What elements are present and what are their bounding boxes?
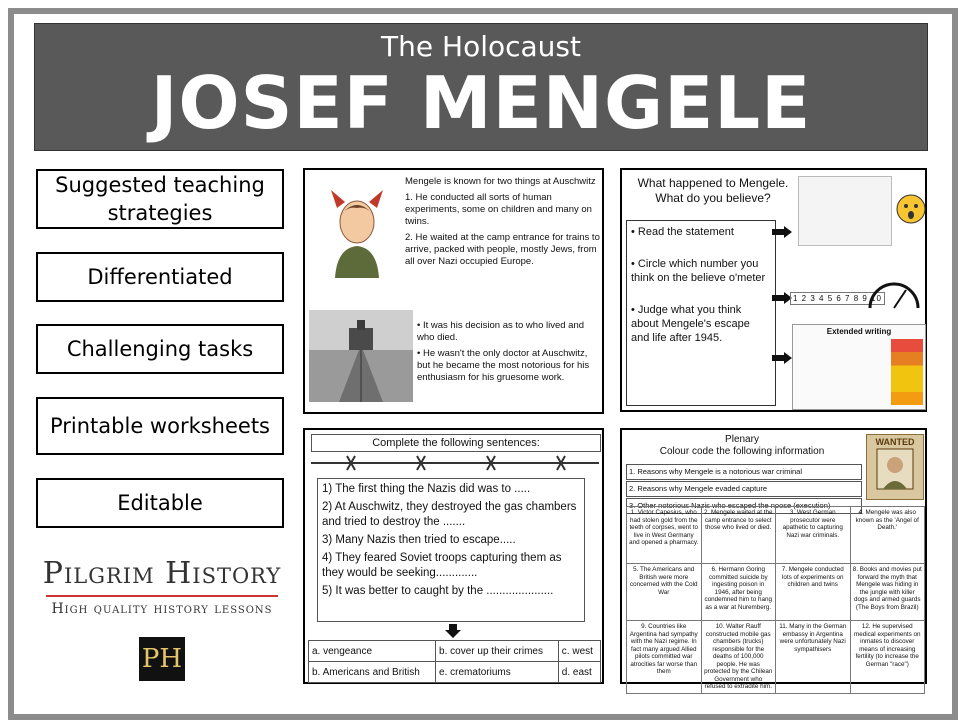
sentence-5: 5) It was better to caught by the .....................	[322, 585, 554, 597]
step-3-text: Judge what you think about Mengele's escape and life after 1945.	[631, 304, 750, 344]
statement-sheet-thumbnail	[798, 176, 892, 246]
sentence-2: 2) At Auschwitz, they destroyed the gas chambers and tried to destroy the .......	[322, 501, 577, 528]
step-2-text: Circle which number you think on the believe o'meter	[631, 258, 766, 284]
brand-rule	[46, 595, 278, 597]
believe-o-meter-icon	[866, 276, 922, 310]
believe-steps	[626, 220, 776, 406]
intro-text: Mengele is known for two things at Auschwitz	[405, 176, 596, 187]
believe-scale: 1 2 3 4 5 6 7 8 9 10	[790, 292, 885, 305]
feature-teaching-strategies: Suggested teaching strategies	[36, 169, 284, 229]
plenary-cell: 9. Countries like Argentina had sympathy with the Nazi regime. In fact many argued Allied pilots committed war atrocities far worse than them	[627, 621, 702, 694]
feature-differentiated: Differentiated	[36, 252, 284, 302]
portrait-icon	[875, 447, 915, 491]
plenary-cell: 5. The Americans and British were more concerned with the Cold War	[627, 564, 702, 621]
wanted-label: WANTED	[875, 437, 915, 447]
sentences-heading: Complete the following sentences:	[311, 434, 601, 452]
plenary-cell: 4. Mengele was also known as the 'Angel of Death.'	[850, 507, 925, 564]
preview-panel-plenary	[620, 428, 927, 690]
extended-writing-thumbnail	[792, 324, 926, 410]
reason-key-3: 3. Other notorious Nazis who escaped the noose (execution)	[626, 498, 862, 514]
option-cell: a. vengeance	[309, 641, 436, 662]
reason-key-2: 2. Reasons why Mengele evaded capture	[626, 481, 862, 497]
plenary-heading	[622, 434, 862, 458]
plenary-grid	[626, 506, 925, 694]
step-3: • Judge what you think about Mengele's escape and life after 1945.	[631, 304, 750, 344]
arrow-right-icon	[772, 292, 792, 304]
title-banner	[34, 23, 928, 151]
plenary-subtitle: Colour code the following information	[659, 446, 825, 457]
step-2: • Circle which number you think on the believe o'meter	[631, 258, 766, 284]
plenary-cell: 10. Walter Rauff constructed mobile gas chambers (trucks) responsible for the deaths of 100,000 people. He was protected by the Chilean Government who refused to extradite him.	[701, 621, 776, 694]
plenary-cell: 7. Mengele conducted lots of experiments on children and twins	[776, 564, 851, 621]
preview-panel-sentences	[303, 428, 604, 684]
brand-logo	[40, 556, 284, 617]
sentence-list	[317, 478, 585, 622]
mengele-cartoon-icon	[327, 188, 387, 278]
feature-challenging-tasks: Challenging tasks	[36, 324, 284, 374]
reason-key-1: 1. Reasons why Mengele is a notorious war criminal	[626, 464, 862, 480]
option-cell: c. west	[558, 641, 600, 662]
subtitle: The Holocaust	[381, 30, 581, 63]
plenary-cell: 1. Victor Capesius, who had stolen gold from the teeth of corpses, went to live in West Germany and opened a pharmacy.	[627, 507, 702, 564]
feature-printable-worksheets: Printable worksheets	[36, 397, 284, 455]
sentence-1: 1) The first thing the Nazis did was to .....	[322, 483, 531, 495]
bullet-2: • He wasn't the only doctor at Auschwitz, but he became the most notorious for his enthusiasm for his gruesome work.	[417, 348, 590, 383]
plenary-cell: 11. Many in the German embassy in Argentina were unfortunately Nazi sympathisers	[776, 621, 851, 694]
believe-heading: What happened to Mengele. What do you believe?	[637, 176, 789, 205]
bullet-1: • It was his decision as to who lived and who died.	[417, 320, 585, 343]
plenary-title: Plenary	[725, 434, 759, 445]
arrow-down-icon	[445, 624, 461, 638]
preview-panel-believe	[620, 168, 927, 412]
auschwitz-photo-icon	[309, 310, 413, 402]
main-title: JOSEF MENGELE	[150, 61, 812, 145]
sentence-3: 3) Many Nazis then tried to escape.....	[322, 534, 516, 546]
level-ladder	[891, 339, 923, 405]
plenary-cell: 3. West German prosecutor were apathetic to capturing Nazi war criminals.	[776, 507, 851, 564]
option-cell: e. crematoriums	[436, 662, 559, 683]
ph-badge: PH	[139, 637, 185, 681]
wanted-poster	[866, 434, 924, 500]
plenary-cell: 8. Books and movies put forward the myth that Mengele was hiding in the jungle with killer dogs and armed guards (The Boys from Brazil)	[850, 564, 925, 621]
option-cell: b. Americans and British	[309, 662, 436, 683]
plenary-cell: 2. Mengele waited at the camp entrance to select those who lived or died.	[701, 507, 776, 564]
plenary-cell: 6. Hermann Goring committed suicide by ingesting poison in 1946, after being condemned him to hang as a war at Nuremberg.	[701, 564, 776, 621]
barbed-wire-icon	[311, 456, 599, 470]
point-1: 1. He conducted all sorts of human experiments, some on children and many on twins.	[405, 192, 592, 227]
shocked-emoji-icon	[896, 194, 926, 224]
bullet-1-text: It was his decision as to who lived and who died.	[417, 320, 585, 343]
brand-name: Pilgrim History	[42, 556, 282, 591]
brand-tagline: High quality history lessons	[51, 601, 273, 617]
step-1-text: Read the statement	[637, 226, 734, 238]
option-cell: b. cover up their crimes	[436, 641, 559, 662]
answer-options-table	[308, 640, 601, 683]
extended-writing-label: Extended writing	[826, 327, 892, 336]
plenary-cell: 12. He supervised medical experiments on inmates to discover means of increasing fertility (to increase the German "race")	[850, 621, 925, 694]
arrow-right-icon	[772, 226, 792, 238]
step-1: • Read the statement	[631, 226, 734, 238]
point-2: 2. He waited at the camp entrance for trains to arrive, packed with people, mostly Jews, from all over Nazi occupied Europe.	[405, 232, 600, 267]
sentence-4: 4) They feared Soviet troops capturing them as they would be seeking.............	[322, 552, 562, 579]
option-cell: d. east	[558, 662, 600, 683]
arrow-right-icon	[772, 352, 792, 364]
feature-editable: Editable	[36, 478, 284, 528]
preview-panel-intro	[303, 168, 604, 414]
bullet-2-text: He wasn't the only doctor at Auschwitz, but he became the most notorious for his enthusiasm for his gruesome work.	[417, 348, 590, 383]
